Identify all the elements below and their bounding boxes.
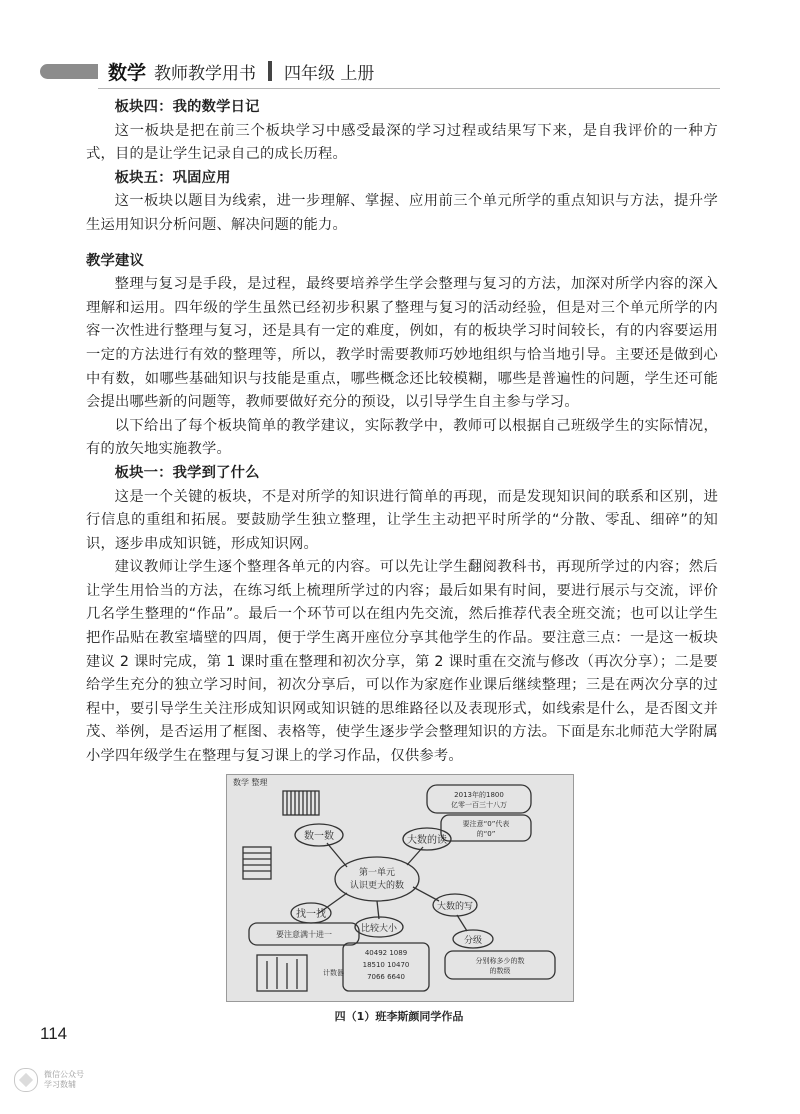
block1-heading: 板块一：我学到了什么 bbox=[114, 464, 260, 481]
figure-beads-label: 计数器 bbox=[323, 969, 344, 977]
suggestions-paragraph-1: 整理与复习是手段，是过程，最终要培养学生学会整理与复习的方法，加深对所学内容的深入理解和运用。四年级的学生虽然已经初步积累了整理与复习的活动经验，但是对三个单元所学的内容一次性进行整理与复习，还是具有一定的难度，例如，有的板块学习时间较长，有的内容要运用一定的方法进行有效的整理等，所以，教学时需要教师巧妙地组织与恰当地引导。主要还是做到心中有数，如哪些基础知识与技能是重点，哪些概念还比较模糊，哪些是普遍性的问题，学生还可能会提出哪些新的问题等，教师要做好充分的预设，以引导学生自主参与学习。 bbox=[86, 276, 718, 411]
header-grade: 四年级 上册 bbox=[284, 63, 375, 84]
page-number: 114 bbox=[40, 1024, 68, 1043]
page-body bbox=[86, 96, 718, 769]
mind-map-drawing bbox=[227, 775, 573, 1001]
figure-caption: 四（1）班李斯颜同学作品 bbox=[334, 1010, 464, 1023]
figure-note-carry: 要注意满十进一 bbox=[276, 930, 332, 939]
figure-note-level-1: 分别称多少的数 bbox=[475, 957, 525, 965]
block1-paragraph-2: 建议教师让学生逐个整理各单元的内容。可以先让学生翻阅教科书，再现所学过的内容；然后让学生用恰当的方法，在练习纸上梳理所学过的内容；最后如果有时间，要进行展示与交流，评价几名学生整理的“作品”。最后一个环节可以在组内先交流，然后推荐代表全班交流；也可以让学生把作品贴在教室墙壁的四周，便于学生离开座位分享其他学生的作品。要注意三点：一是这一板块建议 2 课时完成，第 1 课时重在整理和初次分享，第 2 课时重在交流与修改（再次分享）；二是要给学生充分的独立学习时间，初次分享后，可以作为家庭作业课后继续整理；三是在两次分享的过程中，要引导学生关注形成知识网或知识链的思维路径以及表现形式，如线索是什么，是否图文并茂、举例，是否运用了框图、表格等，使学生逐步学会整理知识的方法。下面是东北师范大学附属小学四年级学生在整理与复习课上的学习作品，仅供参考。 bbox=[86, 559, 718, 765]
figure-note-zero-2: 的“0” bbox=[476, 830, 496, 838]
figure-center-line-2: 认识更大的数 bbox=[349, 881, 405, 891]
figure-branch-approx: 找一找 bbox=[296, 909, 326, 920]
student-mind-map-photo bbox=[226, 774, 574, 1002]
watermark-line-1: 微信公众号 bbox=[44, 1070, 84, 1079]
watermark-line-2: 学习数辅 bbox=[44, 1080, 76, 1089]
header-separator bbox=[268, 61, 272, 81]
header-book-title: 教师教学用书 bbox=[154, 63, 257, 84]
figure-note-numbers-3: 7066 6640 bbox=[367, 973, 405, 981]
figure-note-numbers-1: 40492 1089 bbox=[364, 949, 408, 957]
block4-text: 这一板块是把在前三个板块学习中感受最深的学习过程或结果写下来，是自我评价的一种方式，目的是让学生记录自己的成长历程。 bbox=[86, 122, 718, 163]
figure-branch-write: 大数的写 bbox=[436, 902, 474, 912]
suggestions-paragraph-2: 以下给出了每个板块简单的教学建议，实际教学中，教师可以根据自己班级学生的实际情况，有的放矢地实施教学。 bbox=[86, 417, 718, 458]
watermark bbox=[14, 1068, 84, 1092]
figure-branch-read: 大数的读 bbox=[407, 835, 447, 846]
figure-note-top-1: 2013年的1800 bbox=[454, 791, 504, 799]
header-tab-decoration bbox=[40, 64, 98, 79]
figure-center-line-1: 第一单元 bbox=[358, 868, 396, 878]
running-header bbox=[108, 58, 374, 84]
block5-heading: 板块五：巩固应用 bbox=[114, 169, 231, 186]
header-subject: 数学 bbox=[108, 61, 147, 84]
figure-note-top-2: 亿零一百三十八万 bbox=[451, 801, 507, 809]
figure-branch-level: 分级 bbox=[463, 936, 483, 946]
figure-note-zero-1: 要注意“0”代表 bbox=[462, 820, 510, 828]
figure-branch-count: 数一数 bbox=[304, 831, 334, 842]
block5-text: 这一板块以题目为线索，进一步理解、掌握、应用前三个单元所学的重点知识与方法，提升学生运用知识分析问题、解决问题的能力。 bbox=[86, 193, 718, 233]
figure-note-numbers-2: 18510 10470 bbox=[362, 961, 410, 969]
watermark-logo-icon bbox=[14, 1068, 38, 1092]
center-bubble-shape bbox=[335, 857, 419, 901]
header-rule bbox=[98, 88, 720, 89]
block4-heading: 板块四：我的数学日记 bbox=[114, 99, 260, 115]
teaching-suggestions-heading: 教学建议 bbox=[86, 252, 144, 269]
figure-branch-compare: 比较大小 bbox=[360, 924, 398, 934]
figure-corner-label: 数学 整理 bbox=[233, 778, 268, 787]
figure-note-level-2: 的数级 bbox=[489, 967, 511, 975]
block1-paragraph-1: 这是一个关键的板块，不是对所学的知识进行简单的再现，而是发现知识间的联系和区别，进行信息的重组和拓展。要鼓励学生独立整理，让学生主动把平时所学的“分散、零乱、细碎”的知识，逐步串成知识链，形成知识网。 bbox=[86, 488, 718, 552]
